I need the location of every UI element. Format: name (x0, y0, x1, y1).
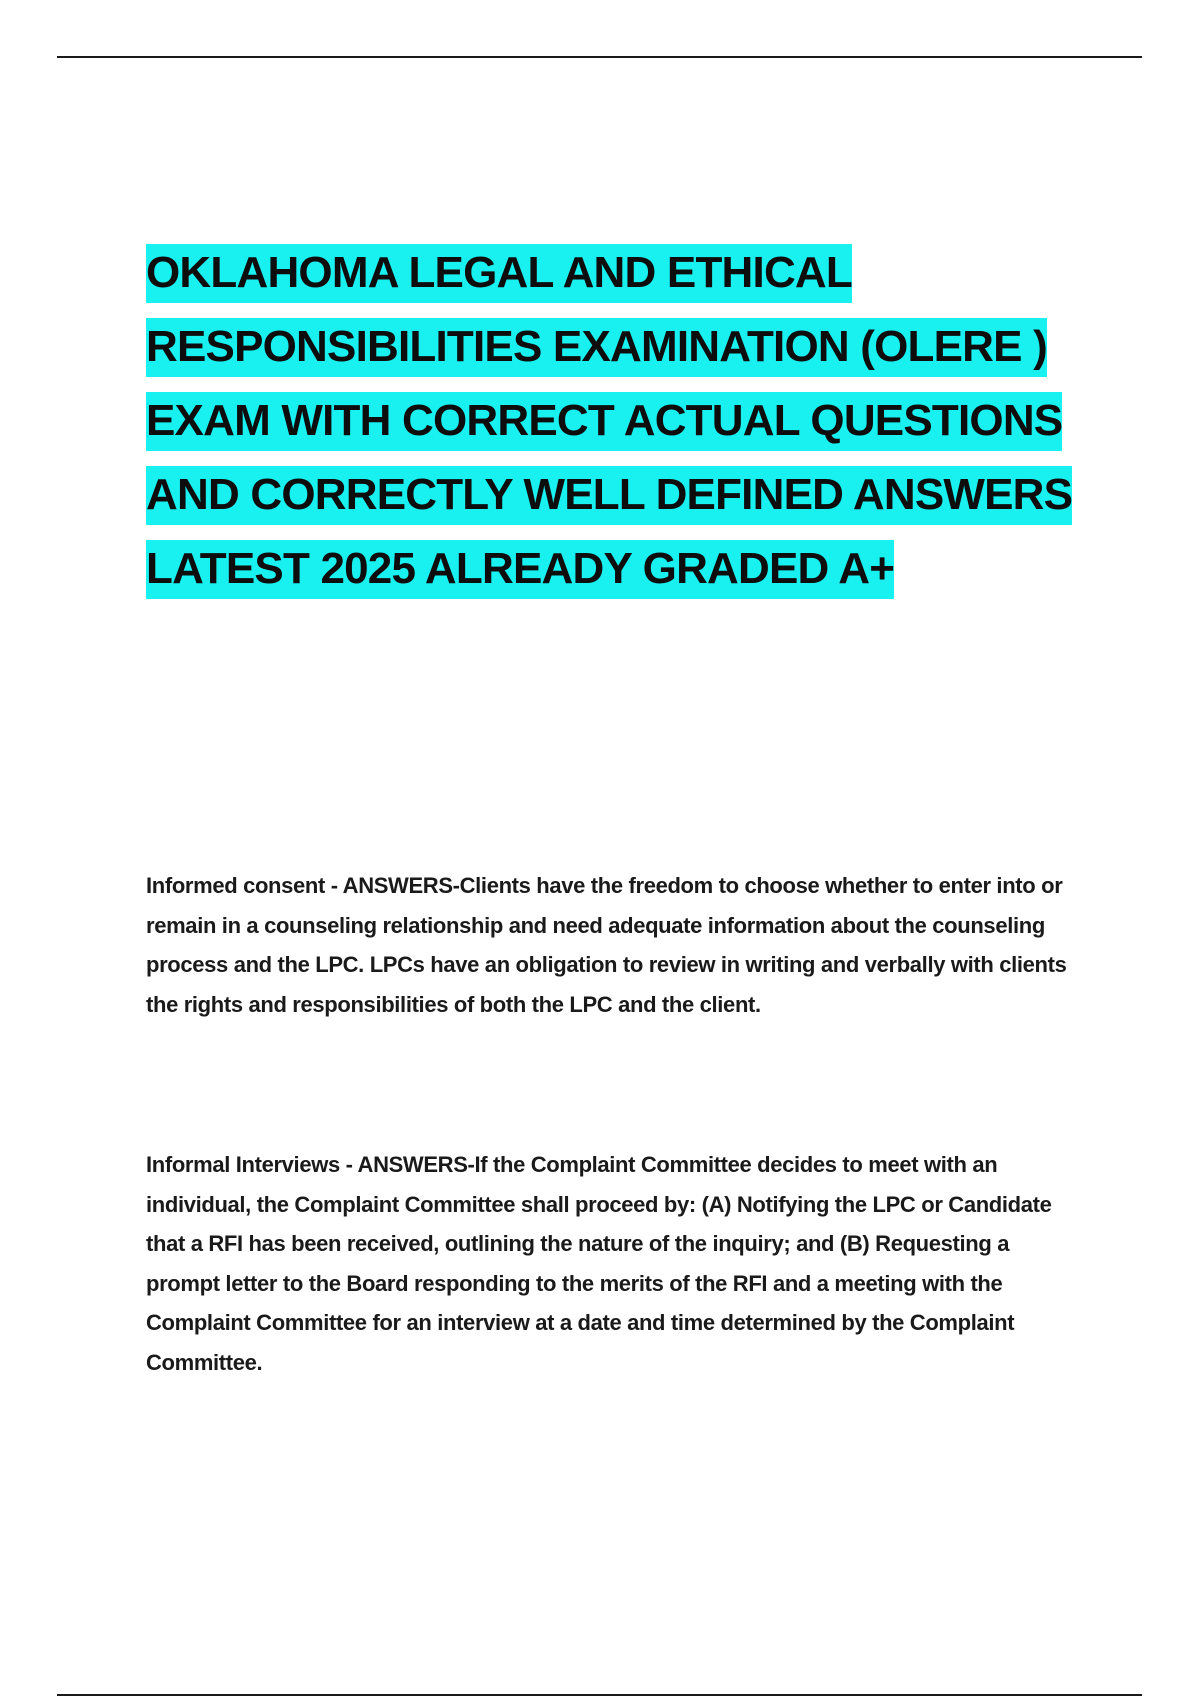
qa-entry-informed-consent: Informed consent - ANSWERS-Clients have the freedom to choose whether to enter into or remain in a counseling relationship and need adequate information about the counseling process and the LPC. LPCs have an obligation to review in writing and verbally with clients the rights and responsibilities of both the LPC and the client. (146, 873, 1067, 1017)
title-highlight: OKLAHOMA LEGAL AND ETHICAL RESPONSIBILITIES EXAMINATION (OLERE ) EXAM WITH CORRECT ACTUAL QUESTIONS AND CORRECTLY WELL DEFINED ANSWERS LATEST 2025 ALREADY GRADED A+ (146, 244, 1072, 599)
top-rule (57, 56, 1142, 58)
qa-entry-informal-interviews: Informal Interviews - ANSWERS-If the Complaint Committee decides to meet with an individual, the Complaint Committee shall proceed by: (A) Notifying the LPC or Candidate that a RFI has been received, outlining the nature of the inquiry; and (B) Requesting a prompt letter to the Board responding to the merits of the RFI and a meeting with the Complaint Committee for an interview at a date and time determined by the Complaint Committee. (146, 1152, 1052, 1375)
bottom-rule (57, 1694, 1142, 1696)
document-title (146, 236, 1106, 606)
